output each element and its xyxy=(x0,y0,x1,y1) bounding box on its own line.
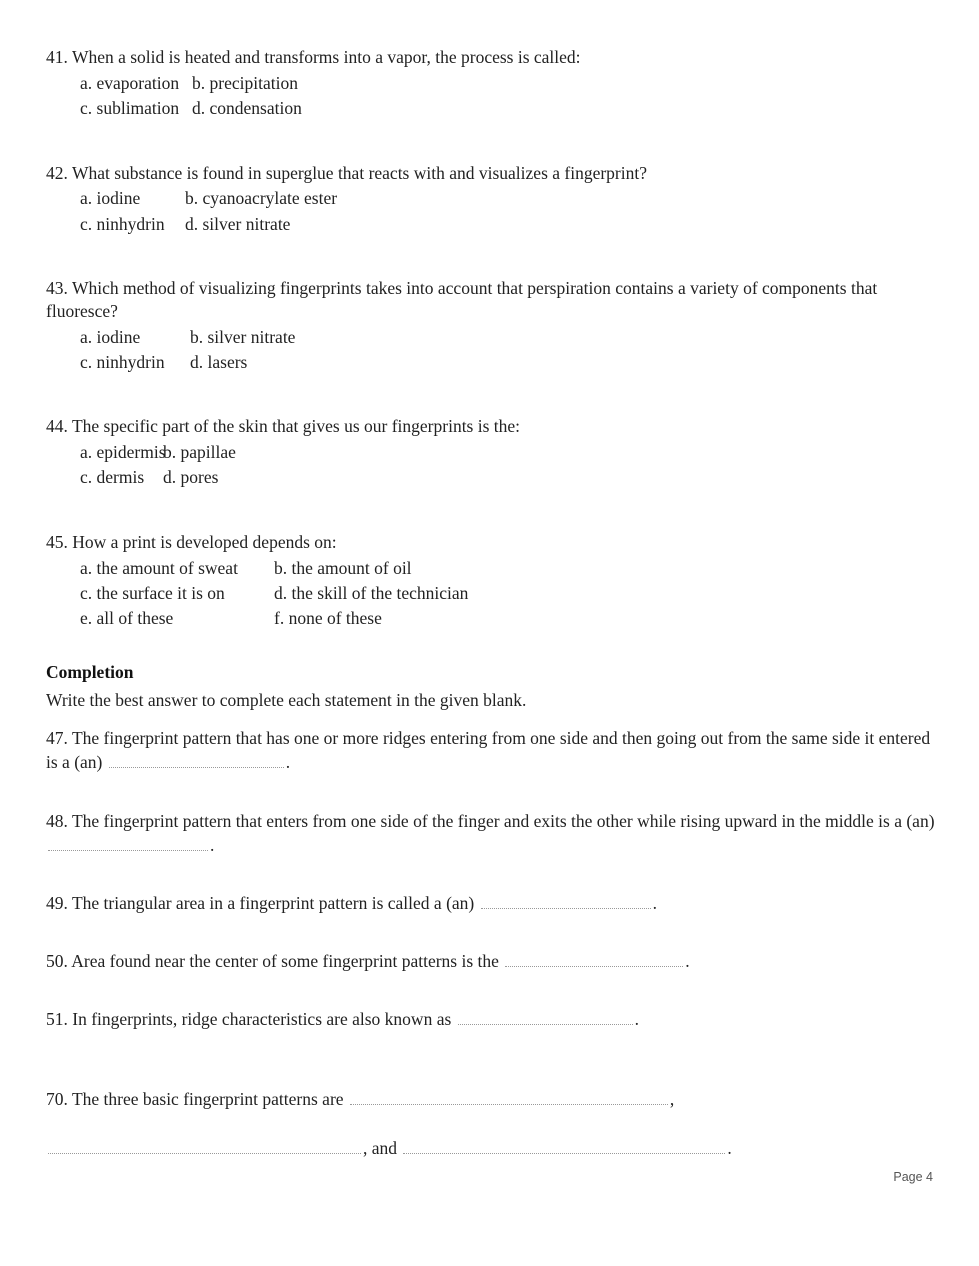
completion-70-text: The three basic fingerprint patterns are xyxy=(71,1089,344,1110)
completion-item-51 xyxy=(46,1007,936,1031)
choice-option[interactable]: e. all of these xyxy=(80,608,174,629)
completion-70-period: . xyxy=(727,1137,732,1158)
question-41-stem xyxy=(46,46,936,69)
question-44-choices xyxy=(46,440,936,491)
choice-row xyxy=(46,440,936,465)
completion-49-text: The triangular area in a fingerprint pattern is called a (an) xyxy=(71,892,475,913)
question-41-choices xyxy=(46,71,936,122)
choice-option[interactable]: c. ninhydrin xyxy=(80,351,165,372)
question-43-choices xyxy=(46,325,936,376)
completion-70-connector: , and xyxy=(363,1137,398,1158)
completion-70-number: 70. xyxy=(46,1089,68,1110)
choice-row xyxy=(46,96,936,121)
answer-blank[interactable] xyxy=(350,1090,668,1105)
choice-option[interactable]: a. evaporation xyxy=(80,72,180,93)
question-43 xyxy=(46,277,936,375)
question-41-number: 41. xyxy=(46,47,68,67)
question-41-text: When a solid is heated and transforms into a vapor, the process is called: xyxy=(71,47,581,67)
choice-row xyxy=(46,465,936,490)
completion-48-period: . xyxy=(210,834,215,855)
question-43-text: Which method of visualizing fingerprints takes into account that perspiration contains a variety of components that fluoresce? xyxy=(46,278,878,321)
question-42-stem xyxy=(46,162,936,185)
choice-option[interactable]: c. ninhydrin xyxy=(80,213,165,234)
question-42-text: What substance is found in superglue that reacts with and visualizes a fingerprint? xyxy=(71,162,648,183)
completion-heading: Completion xyxy=(46,661,134,682)
answer-blank[interactable] xyxy=(481,894,651,909)
question-42 xyxy=(46,162,936,238)
choice-option[interactable]: b. silver nitrate xyxy=(190,326,296,347)
question-43-stem xyxy=(46,277,936,323)
question-45-choices xyxy=(46,556,936,632)
completion-48-number: 48. xyxy=(46,810,68,831)
answer-blank[interactable] xyxy=(48,836,208,851)
completion-50-text: Area found near the center of some fingerprint patterns is the xyxy=(71,950,499,971)
answer-blank[interactable] xyxy=(458,1010,633,1025)
choice-row xyxy=(46,325,936,350)
completion-instruction: Write the best answer to complete each statement in the given blank. xyxy=(46,689,527,710)
question-44-number: 44. xyxy=(46,416,68,437)
question-42-choices xyxy=(46,186,936,237)
completion-item-50 xyxy=(46,949,936,973)
choice-option[interactable]: a. epidermis xyxy=(80,442,166,462)
completion-47-number: 47. xyxy=(46,728,68,749)
question-43-number: 43. xyxy=(46,278,68,298)
choice-option[interactable]: a. iodine xyxy=(80,326,141,347)
page-content xyxy=(46,46,936,1182)
question-45-number: 45. xyxy=(46,531,68,552)
choice-row xyxy=(46,556,936,581)
completion-51-number: 51. xyxy=(46,1009,68,1030)
completion-item-48 xyxy=(46,809,936,857)
choice-row xyxy=(46,212,936,237)
choice-option[interactable]: d. pores xyxy=(163,467,219,488)
question-42-number: 42. xyxy=(46,162,68,183)
choice-option[interactable]: b. papillae xyxy=(163,442,236,462)
completion-51-text: In fingerprints, ridge characteristics are also known as xyxy=(72,1009,452,1030)
completion-50-number: 50. xyxy=(46,950,68,971)
page-number-footer: Page 4 xyxy=(893,1170,933,1184)
question-45-text: How a print is developed depends on: xyxy=(72,531,337,552)
choice-row xyxy=(46,606,936,631)
question-41 xyxy=(46,46,936,122)
choice-option[interactable]: c. dermis xyxy=(80,467,145,488)
answer-blank[interactable] xyxy=(505,952,683,967)
completion-item-49 xyxy=(46,891,936,915)
completion-49-number: 49. xyxy=(46,892,68,913)
question-44 xyxy=(46,415,936,491)
completion-47-text: The fingerprint pattern that has one or more ridges entering from one side and then going out from the same side it entered is a (an) xyxy=(46,728,931,773)
choice-option[interactable]: b. precipitation xyxy=(192,72,298,93)
question-45 xyxy=(46,531,936,632)
answer-blank[interactable] xyxy=(109,753,284,768)
choice-row xyxy=(46,350,936,375)
choice-option[interactable]: c. sublimation xyxy=(80,98,180,119)
completion-item-47 xyxy=(46,726,936,774)
choice-option[interactable]: b. the amount of oil xyxy=(274,557,412,578)
question-44-stem xyxy=(46,415,936,438)
choice-option[interactable]: d. the skill of the technician xyxy=(274,582,469,603)
answer-blank[interactable] xyxy=(403,1139,725,1154)
question-44-text: The specific part of the skin that gives us our fingerprints is the: xyxy=(71,416,521,437)
choice-option[interactable]: d. condensation xyxy=(192,98,302,119)
answer-blank[interactable] xyxy=(48,1139,361,1154)
choice-row xyxy=(46,581,936,606)
choice-option[interactable]: c. the surface it is on xyxy=(80,582,225,603)
completion-49-period: . xyxy=(652,892,657,913)
choice-row xyxy=(46,186,936,211)
choice-row xyxy=(46,71,936,96)
completion-50-period: . xyxy=(685,950,690,971)
choice-option[interactable]: a. iodine xyxy=(80,188,141,209)
choice-option[interactable]: d. silver nitrate xyxy=(185,213,291,234)
choice-option[interactable]: d. lasers xyxy=(190,351,248,372)
completion-47-period: . xyxy=(285,752,291,773)
completion-51-period: . xyxy=(634,1009,640,1030)
question-45-stem xyxy=(46,531,936,554)
completion-item-70: 70. The three basic fingerprint patterns are , , and . xyxy=(46,1089,732,1158)
choice-option[interactable]: a. the amount of sweat xyxy=(80,557,238,578)
choice-option[interactable]: b. cyanoacrylate ester xyxy=(185,188,338,209)
completion-48-text: The fingerprint pattern that enters from one side of the finger and exits the other while rising upward in the middle is a (an) xyxy=(71,810,935,831)
choice-option[interactable]: f. none of these xyxy=(274,608,382,629)
